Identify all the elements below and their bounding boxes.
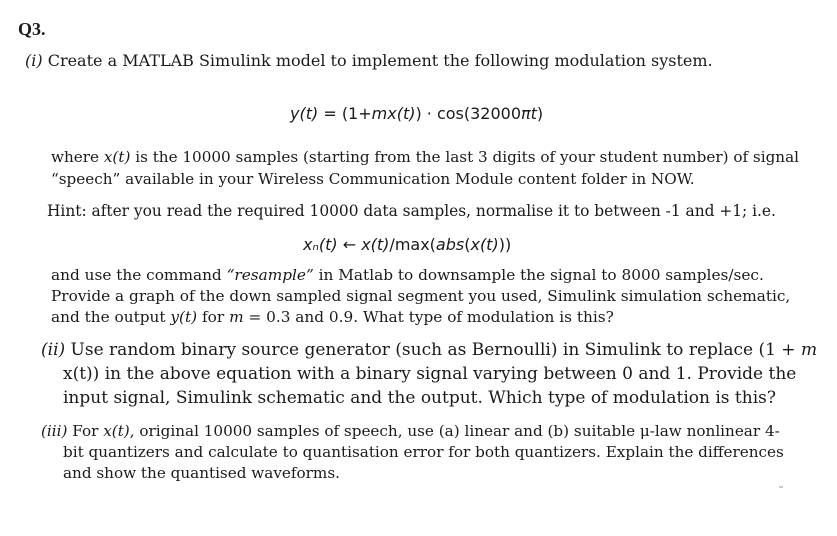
after3-a: and the output — [51, 308, 171, 326]
after1-b: in Matlab to downsample the signal to 8000 samples/sec. — [313, 266, 764, 284]
eq-y: y(t) — [290, 104, 319, 123]
part2-text-1: Use random binary source generator (such as Bernoulli) in Simulink to replace (1 + — [65, 340, 801, 360]
part2-m: m — [800, 340, 818, 360]
where-line-1 — [51, 150, 799, 165]
after1-a: and use the command — [51, 266, 227, 284]
part2-line-1 — [41, 342, 817, 359]
after3-y: y(t) — [170, 308, 198, 326]
norm-x2: x(t) — [470, 235, 499, 254]
part1-number: (i) — [25, 51, 43, 70]
after3-b: for — [197, 308, 230, 326]
after3-c: = 0.3 and 0.9. What type of modulation is this? — [243, 308, 614, 326]
eq-mx: mx(t) — [371, 104, 416, 123]
norm-x: x(t) — [361, 235, 390, 254]
hint-line: Hint: after you read the required 10000 data samples, normalise it to between -1 and +1; i.e. — [47, 202, 776, 220]
stray-mark — [779, 486, 783, 488]
part3-line-2: bit quantizers and calculate to quantisation error for both quantizers. Explain the differences — [63, 443, 784, 461]
part3-text-1b: , original 10000 samples of speech, use (a) linear and (b) suitable μ-law nonlinear 4- — [129, 422, 780, 440]
norm-abs: abs — [435, 235, 465, 254]
norm-paren: ( — [464, 235, 471, 254]
eq-close: ) — [536, 104, 544, 123]
norm-xn: xₙ(t) — [303, 235, 338, 254]
part3-line-3: and show the quantised waveforms. — [63, 464, 340, 482]
after3-m: m — [229, 308, 244, 326]
resample-command: “resample” — [226, 266, 314, 284]
norm-div: /max( — [389, 235, 436, 254]
normalise-equation — [303, 237, 511, 253]
part2-line-3: input signal, Simulink schematic and the output. Which type of modulation is this? — [63, 388, 776, 408]
eq-pit: πt — [521, 104, 537, 123]
after-line-3 — [51, 310, 614, 325]
part3-text-1a: For — [67, 422, 104, 440]
after-line-1 — [51, 268, 764, 283]
norm-arrow: ← — [337, 235, 362, 254]
question-label: Q3. — [18, 19, 46, 39]
part2-line-2: x(t)) in the above equation with a binary signal varying between 0 and 1. Provide the — [63, 364, 797, 384]
eq-cos: ) · cos(32000 — [415, 104, 522, 123]
where-a: where — [51, 148, 104, 166]
where-x: x(t) — [103, 148, 131, 166]
eq-equals: = (1+ — [318, 104, 372, 123]
part1-instruction — [25, 53, 713, 69]
norm-close: )) — [498, 235, 512, 254]
where-line-2: “speech” available in your Wireless Communication Module content folder in NOW. — [51, 170, 695, 188]
part2-number: (ii) — [41, 340, 66, 360]
part3-x: x(t) — [103, 422, 130, 440]
part3-number: (iii) — [41, 422, 68, 440]
part1-text: Create a MATLAB Simulink model to implement the following modulation system. — [42, 51, 713, 70]
part3-line-1 — [41, 424, 780, 439]
modulation-equation — [290, 106, 543, 122]
where-b: is the 10000 samples (starting from the last 3 digits of your student number) of signal — [130, 148, 800, 166]
after-line-2: Provide a graph of the down sampled signal segment you used, Simulink simulation schematic, — [51, 287, 791, 305]
